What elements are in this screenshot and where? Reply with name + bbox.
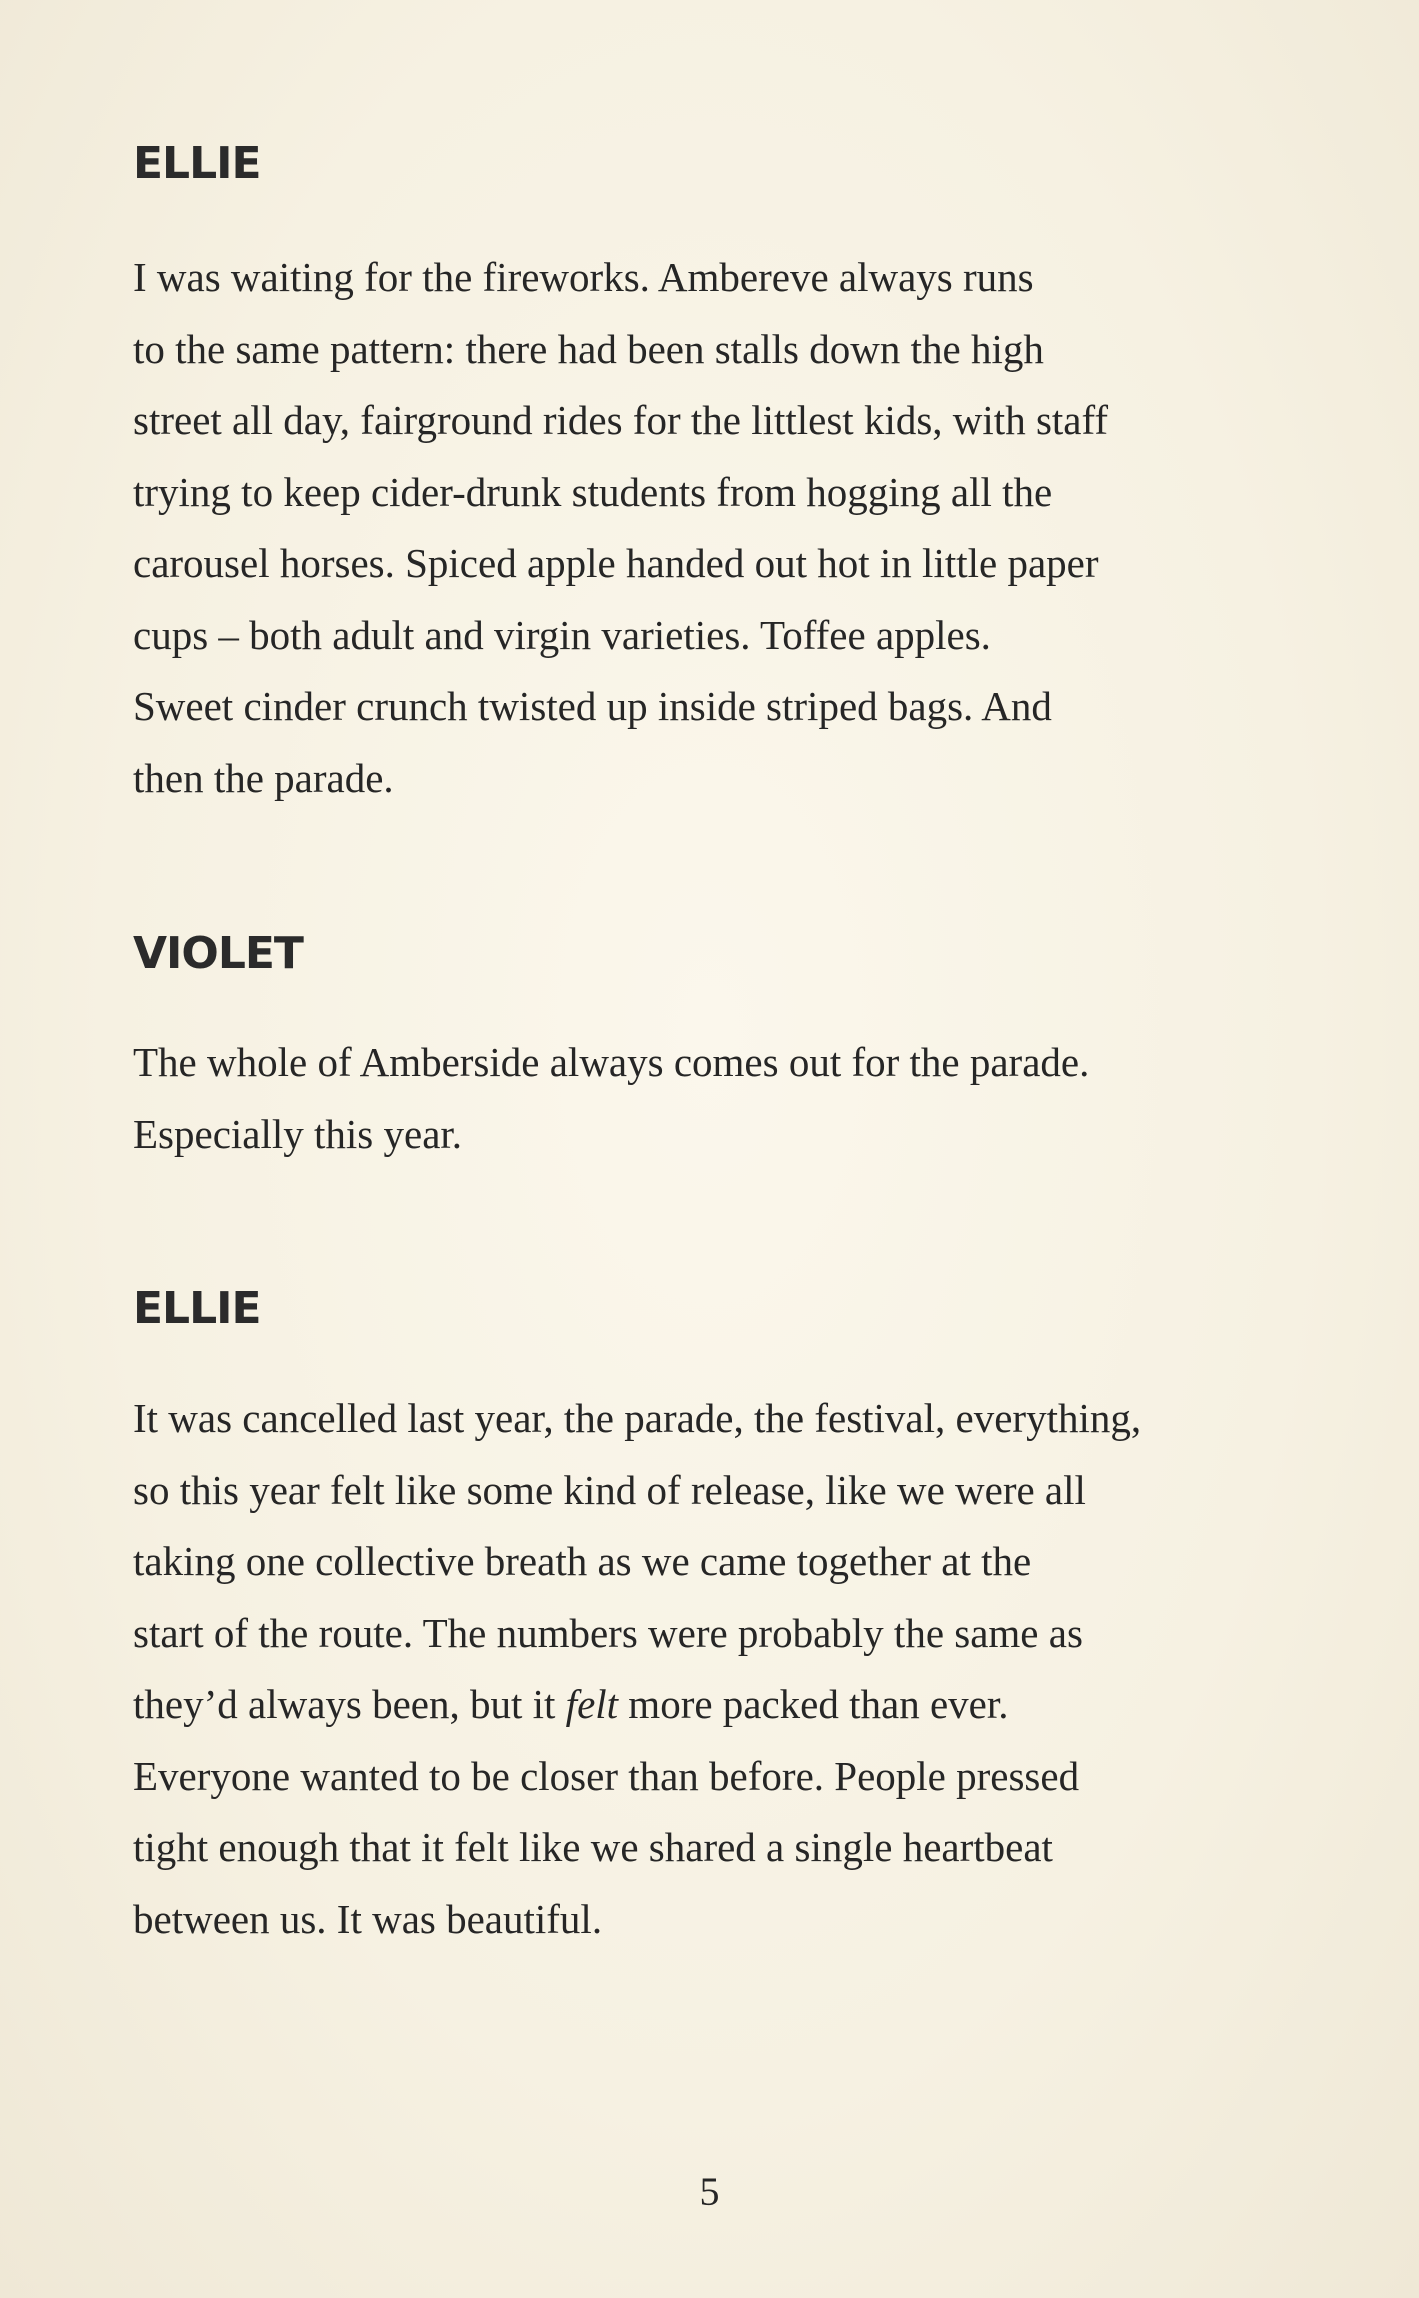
passage-ellie-1: [133, 242, 1283, 814]
text-line: The whole of Amberside always comes out for the parade.: [133, 1039, 1090, 1085]
text-line: Sweet cinder crunch twisted up inside striped bags. And: [133, 683, 1052, 729]
text-line: so this year felt like some kind of release, like we were all: [133, 1466, 1086, 1513]
text-line: to the same pattern: there had been stalls down the high: [133, 325, 1044, 372]
text-line: taking one collective breath as we came together at the: [133, 1538, 1032, 1584]
text-line: Everyone wanted to be closer than before. People pressed: [133, 1752, 1080, 1799]
text-line: start of the route. The numbers were probably the same as: [133, 1609, 1083, 1656]
text-line: carousel horses. Spiced apple handed out hot in little paper: [133, 540, 1099, 586]
passage-violet: [133, 1027, 1283, 1170]
text-segment: more packed than ever.: [618, 1681, 1009, 1727]
speaker-heading-ellie-2: ELLIE: [133, 1283, 261, 1334]
text-line: tight enough that it felt like we shared a single heartbeat: [133, 1824, 1053, 1870]
emphasized-word: felt: [565, 1681, 619, 1727]
speaker-heading-ellie-1: ELLIE: [133, 138, 261, 189]
text-line: street all day, fairground rides for the littlest kids, with staff: [133, 397, 1109, 443]
text-line-with-emphasis: [133, 1669, 1283, 1741]
text-line: between us. It was beautiful.: [133, 1895, 603, 1942]
text-line: I was waiting for the fireworks. Ambereve always runs: [133, 254, 1034, 300]
speaker-heading-violet: VIOLET: [133, 928, 303, 979]
text-line: Especially this year.: [133, 1110, 463, 1157]
text-line: trying to keep cider-drunk students from hogging all the: [133, 468, 1053, 515]
text-line: then the parade.: [133, 754, 394, 801]
passage-ellie-2: [133, 1383, 1283, 1955]
page-number: 5: [699, 2169, 720, 2214]
text-segment: they’d always been, but it: [133, 1681, 566, 1727]
text-line: It was cancelled last year, the parade, the festival, everything,: [133, 1395, 1142, 1441]
text-line: cups – both adult and virgin varieties. Toffee apples.: [133, 611, 991, 658]
